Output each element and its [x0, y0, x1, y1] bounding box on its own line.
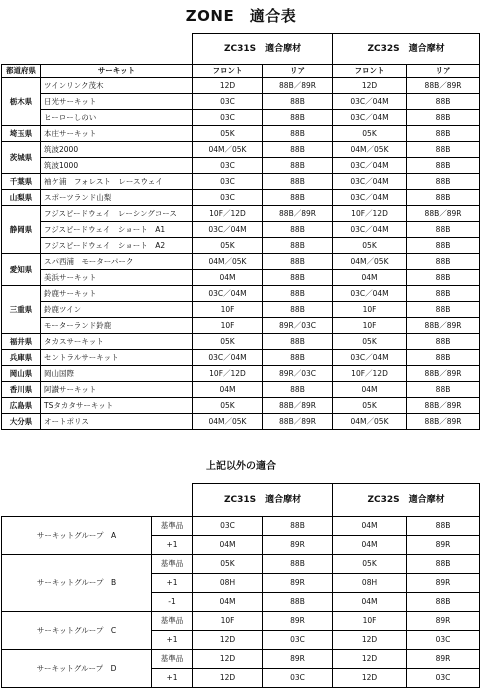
circuit-name: 筑波2000 — [41, 142, 193, 158]
zc32s-rear-value: 88B — [407, 350, 480, 366]
zc32s-front-value: 03C／04M — [333, 94, 407, 110]
zc32s-rear-value: 88B／89R — [407, 366, 480, 382]
zc32s-front-value: 05K — [333, 238, 407, 254]
zc32s-rear-value: 88B — [407, 555, 480, 574]
zc31s-rear-value: 88B — [263, 126, 333, 142]
prefecture-cell: 広島県 — [2, 398, 41, 414]
zc31s-rear-value: 88B／89R — [263, 414, 333, 430]
table-row — [2, 222, 480, 238]
zc32s-front-value: 05K — [333, 555, 407, 574]
zc31s-front-value: 04M — [193, 270, 263, 286]
zc31s-rear-value: 88B — [263, 190, 333, 206]
table-row — [2, 78, 480, 94]
circuit-name: 筑波1000 — [41, 158, 193, 174]
table-row — [2, 650, 480, 669]
zc32s-front-value: 12D — [333, 650, 407, 669]
grade-label: +1 — [152, 536, 193, 555]
zc32s-rear-value: 88B — [407, 270, 480, 286]
product-header-zc32s: ZC32S 適合摩材 — [333, 34, 480, 65]
table-row — [2, 350, 480, 366]
circuit-name: 本庄サーキット — [41, 126, 193, 142]
zc32s-front-value: 12D — [333, 669, 407, 688]
zc31s-front-value: 03C — [193, 190, 263, 206]
zc32s-rear-value: 88B／89R — [407, 78, 480, 94]
table-row — [2, 318, 480, 334]
zc32s-front-value: 03C／04M — [333, 222, 407, 238]
other-section-title: 上記以外の適合 — [206, 461, 276, 472]
zc31s-front-value: 03C／04M — [193, 222, 263, 238]
grade-label: 基準品 — [152, 612, 193, 631]
table-row — [2, 270, 480, 286]
zc31s-rear-value: 03C — [263, 631, 333, 650]
prefecture-cell: 岡山県 — [2, 366, 41, 382]
zc31s-rear-value: 88B — [263, 555, 333, 574]
column-header-front: フロント — [193, 65, 263, 78]
prefecture-cell: 千葉県 — [2, 174, 41, 190]
table-row — [2, 414, 480, 430]
circuit-name: TSタカタサーキット — [41, 398, 193, 414]
zc31s-rear-value: 89R — [263, 574, 333, 593]
zc32s-rear-value: 88B／89R — [407, 398, 480, 414]
prefecture-cell: 三重県 — [2, 286, 41, 334]
grade-label: +1 — [152, 669, 193, 688]
product-header-zc32s: ZC32S 適合摩材 — [333, 484, 480, 517]
zc32s-front-value: 03C／04M — [333, 174, 407, 190]
circuit-name: スポーツランド山梨 — [41, 190, 193, 206]
prefecture-cell: 香川県 — [2, 382, 41, 398]
zc31s-front-value: 03C — [193, 174, 263, 190]
zc31s-front-value: 05K — [193, 126, 263, 142]
zc32s-front-value: 03C／04M — [333, 286, 407, 302]
table-row — [2, 334, 480, 350]
circuit-name: 阿讃サーキット — [41, 382, 193, 398]
zc31s-front-value: 04M — [193, 382, 263, 398]
zc31s-rear-value: 88B — [263, 382, 333, 398]
zc32s-front-value: 08H — [333, 574, 407, 593]
zc31s-front-value: 05K — [193, 398, 263, 414]
zc32s-rear-value: 88B — [407, 238, 480, 254]
zc31s-front-value: 04M／05K — [193, 254, 263, 270]
zc32s-rear-value: 03C — [407, 631, 480, 650]
circuit-name: ツインリンク茂木 — [41, 78, 193, 94]
zc32s-rear-value: 88B — [407, 593, 480, 612]
prefecture-cell: 山梨県 — [2, 190, 41, 206]
zc31s-front-value: 10F — [193, 612, 263, 631]
zc31s-rear-value: 89R／03C — [263, 318, 333, 334]
zc31s-front-value: 12D — [193, 669, 263, 688]
zc31s-rear-value: 88B／89R — [263, 78, 333, 94]
zc31s-rear-value: 89R／03C — [263, 366, 333, 382]
zc31s-rear-value: 88B／89R — [263, 398, 333, 414]
zc31s-rear-value: 88B — [263, 110, 333, 126]
prefecture-cell: 茨城県 — [2, 142, 41, 174]
prefecture-cell: 愛知県 — [2, 254, 41, 286]
circuit-name: タカスサーキット — [41, 334, 193, 350]
zc31s-rear-value: 88B — [263, 94, 333, 110]
zc32s-front-value: 04M／05K — [333, 254, 407, 270]
circuit-group-name: サーキットグループ D — [2, 650, 152, 688]
table-row — [2, 94, 480, 110]
zc32s-front-value: 03C／04M — [333, 350, 407, 366]
zc31s-rear-value: 88B — [263, 302, 333, 318]
circuit-group-name: サーキットグループ C — [2, 612, 152, 650]
zc32s-rear-value: 88B — [407, 222, 480, 238]
grade-label: -1 — [152, 593, 193, 612]
zc31s-front-value: 12D — [193, 631, 263, 650]
zc32s-rear-value: 88B／89R — [407, 318, 480, 334]
prefecture-cell: 兵庫県 — [2, 350, 41, 366]
zc31s-front-value: 12D — [193, 650, 263, 669]
zc31s-front-value: 03C — [193, 94, 263, 110]
page-title: ZONE 適合表 — [185, 7, 297, 25]
column-header-circuit: サーキット — [41, 65, 193, 78]
zc31s-rear-value: 88B — [263, 222, 333, 238]
zc31s-front-value: 10F — [193, 318, 263, 334]
circuit-compatibility-table — [1, 33, 480, 430]
zc32s-front-value: 10F — [333, 318, 407, 334]
zc32s-rear-value: 89R — [407, 536, 480, 555]
zc32s-front-value: 04M — [333, 382, 407, 398]
zc32s-rear-value: 88B — [407, 254, 480, 270]
table-row — [2, 126, 480, 142]
column-header-rear: リア — [263, 65, 333, 78]
circuit-name: 岡山国際 — [41, 366, 193, 382]
table-row — [2, 398, 480, 414]
product-header-zc31s: ZC31S 適合摩材 — [193, 484, 333, 517]
zc32s-rear-value: 03C — [407, 669, 480, 688]
prefecture-cell: 静岡県 — [2, 206, 41, 254]
prefecture-cell: 埼玉県 — [2, 126, 41, 142]
table-row — [2, 142, 480, 158]
circuit-name: スパ西浦 モーターパーク — [41, 254, 193, 270]
column-header-prefecture: 都道府県 — [2, 65, 41, 78]
zc31s-front-value: 03C — [193, 158, 263, 174]
column-header-front: フロント — [333, 65, 407, 78]
zc31s-front-value: 03C — [193, 110, 263, 126]
circuit-name: フジスピードウェイ ショート A1 — [41, 222, 193, 238]
zc31s-rear-value: 89R — [263, 536, 333, 555]
zc32s-front-value: 12D — [333, 78, 407, 94]
zc32s-rear-value: 89R — [407, 612, 480, 631]
zc31s-front-value: 05K — [193, 555, 263, 574]
zc32s-rear-value: 88B — [407, 302, 480, 318]
zc32s-front-value: 03C／04M — [333, 110, 407, 126]
table-row — [2, 517, 480, 536]
circuit-name: 日光サーキット — [41, 94, 193, 110]
zc31s-rear-value: 88B — [263, 158, 333, 174]
table-row — [2, 190, 480, 206]
table-row — [2, 158, 480, 174]
table-row — [2, 366, 480, 382]
grade-label: 基準品 — [152, 650, 193, 669]
zc32s-rear-value: 88B — [407, 94, 480, 110]
zc31s-rear-value: 89R — [263, 650, 333, 669]
table-row — [2, 174, 480, 190]
zc31s-rear-value: 88B／89R — [263, 206, 333, 222]
zc32s-front-value: 05K — [333, 398, 407, 414]
zc31s-front-value: 12D — [193, 78, 263, 94]
zc31s-front-value: 08H — [193, 574, 263, 593]
prefecture-cell: 大分県 — [2, 414, 41, 430]
table-row — [2, 612, 480, 631]
table-row — [2, 254, 480, 270]
zc32s-rear-value: 88B — [407, 334, 480, 350]
header-blank — [2, 34, 193, 65]
grade-label: 基準品 — [152, 555, 193, 574]
circuit-name: モーターランド鈴鹿 — [41, 318, 193, 334]
zc32s-front-value: 10F — [333, 612, 407, 631]
zc32s-front-value: 04M — [333, 517, 407, 536]
circuit-group-name: サーキットグループ B — [2, 555, 152, 612]
circuit-name: フジスピードウェイ ショート A2 — [41, 238, 193, 254]
zc31s-rear-value: 88B — [263, 517, 333, 536]
zc31s-rear-value: 88B — [263, 593, 333, 612]
zc31s-rear-value: 89R — [263, 612, 333, 631]
zc32s-front-value: 05K — [333, 334, 407, 350]
zc31s-front-value: 10F／12D — [193, 366, 263, 382]
zc31s-rear-value: 88B — [263, 334, 333, 350]
circuit-name: ヒーローしのい — [41, 110, 193, 126]
zc31s-front-value: 10F — [193, 302, 263, 318]
grade-label: +1 — [152, 574, 193, 593]
zc31s-rear-value: 88B — [263, 174, 333, 190]
circuit-name: 鈴鹿ツイン — [41, 302, 193, 318]
zc32s-rear-value: 88B／89R — [407, 414, 480, 430]
column-header-rear: リア — [407, 65, 480, 78]
circuit-name: オートポリス — [41, 414, 193, 430]
zc32s-rear-value: 88B — [407, 142, 480, 158]
table-row — [2, 238, 480, 254]
zc31s-rear-value: 88B — [263, 254, 333, 270]
circuit-name: 袖ケ浦 フォレスト レースウェイ — [41, 174, 193, 190]
circuit-name: セントラルサーキット — [41, 350, 193, 366]
zc32s-rear-value: 88B — [407, 174, 480, 190]
zc32s-front-value: 04M — [333, 593, 407, 612]
circuit-name: 美浜サーキット — [41, 270, 193, 286]
zc31s-front-value: 03C — [193, 517, 263, 536]
zc31s-rear-value: 88B — [263, 350, 333, 366]
zc31s-front-value: 05K — [193, 238, 263, 254]
zc31s-rear-value: 88B — [263, 142, 333, 158]
zc32s-front-value: 04M — [333, 536, 407, 555]
zc32s-rear-value: 89R — [407, 574, 480, 593]
zc31s-front-value: 03C／04M — [193, 286, 263, 302]
table-row — [2, 302, 480, 318]
zc32s-front-value: 04M／05K — [333, 414, 407, 430]
zc32s-rear-value: 89R — [407, 650, 480, 669]
table-row — [2, 110, 480, 126]
prefecture-cell: 福井県 — [2, 334, 41, 350]
zc32s-rear-value: 88B — [407, 158, 480, 174]
zc32s-front-value: 10F／12D — [333, 366, 407, 382]
zc32s-front-value: 03C／04M — [333, 190, 407, 206]
zc32s-front-value: 03C／04M — [333, 158, 407, 174]
zc31s-front-value: 04M／05K — [193, 414, 263, 430]
header-blank — [2, 484, 193, 517]
zc32s-rear-value: 88B — [407, 126, 480, 142]
product-header-zc31s: ZC31S 適合摩材 — [193, 34, 333, 65]
zc32s-front-value: 05K — [333, 126, 407, 142]
zc32s-front-value: 04M／05K — [333, 142, 407, 158]
table-row — [2, 555, 480, 574]
zc32s-front-value: 10F／12D — [333, 206, 407, 222]
prefecture-cell: 栃木県 — [2, 78, 41, 126]
table-row — [2, 382, 480, 398]
zc31s-rear-value: 88B — [263, 286, 333, 302]
zc31s-rear-value: 88B — [263, 238, 333, 254]
grade-label: +1 — [152, 631, 193, 650]
table-row — [2, 206, 480, 222]
circuit-name: フジスピードウェイ レーシングコース — [41, 206, 193, 222]
zc31s-front-value: 10F／12D — [193, 206, 263, 222]
group-compatibility-table — [1, 483, 480, 688]
zc31s-front-value: 04M／05K — [193, 142, 263, 158]
zc32s-rear-value: 88B — [407, 517, 480, 536]
zc32s-rear-value: 88B — [407, 382, 480, 398]
zc31s-front-value: 03C／04M — [193, 350, 263, 366]
grade-label: 基準品 — [152, 517, 193, 536]
zc31s-rear-value: 03C — [263, 669, 333, 688]
zc31s-front-value: 05K — [193, 334, 263, 350]
zc32s-front-value: 04M — [333, 270, 407, 286]
zc32s-front-value: 12D — [333, 631, 407, 650]
zc32s-rear-value: 88B／89R — [407, 206, 480, 222]
zc31s-rear-value: 88B — [263, 270, 333, 286]
zc32s-front-value: 10F — [333, 302, 407, 318]
circuit-name: 鈴鹿サーキット — [41, 286, 193, 302]
circuit-group-name: サーキットグループ A — [2, 517, 152, 555]
zc31s-front-value: 04M — [193, 536, 263, 555]
table-row — [2, 286, 480, 302]
zc32s-rear-value: 88B — [407, 110, 480, 126]
zc32s-rear-value: 88B — [407, 286, 480, 302]
zc32s-rear-value: 88B — [407, 190, 480, 206]
zc31s-front-value: 04M — [193, 593, 263, 612]
